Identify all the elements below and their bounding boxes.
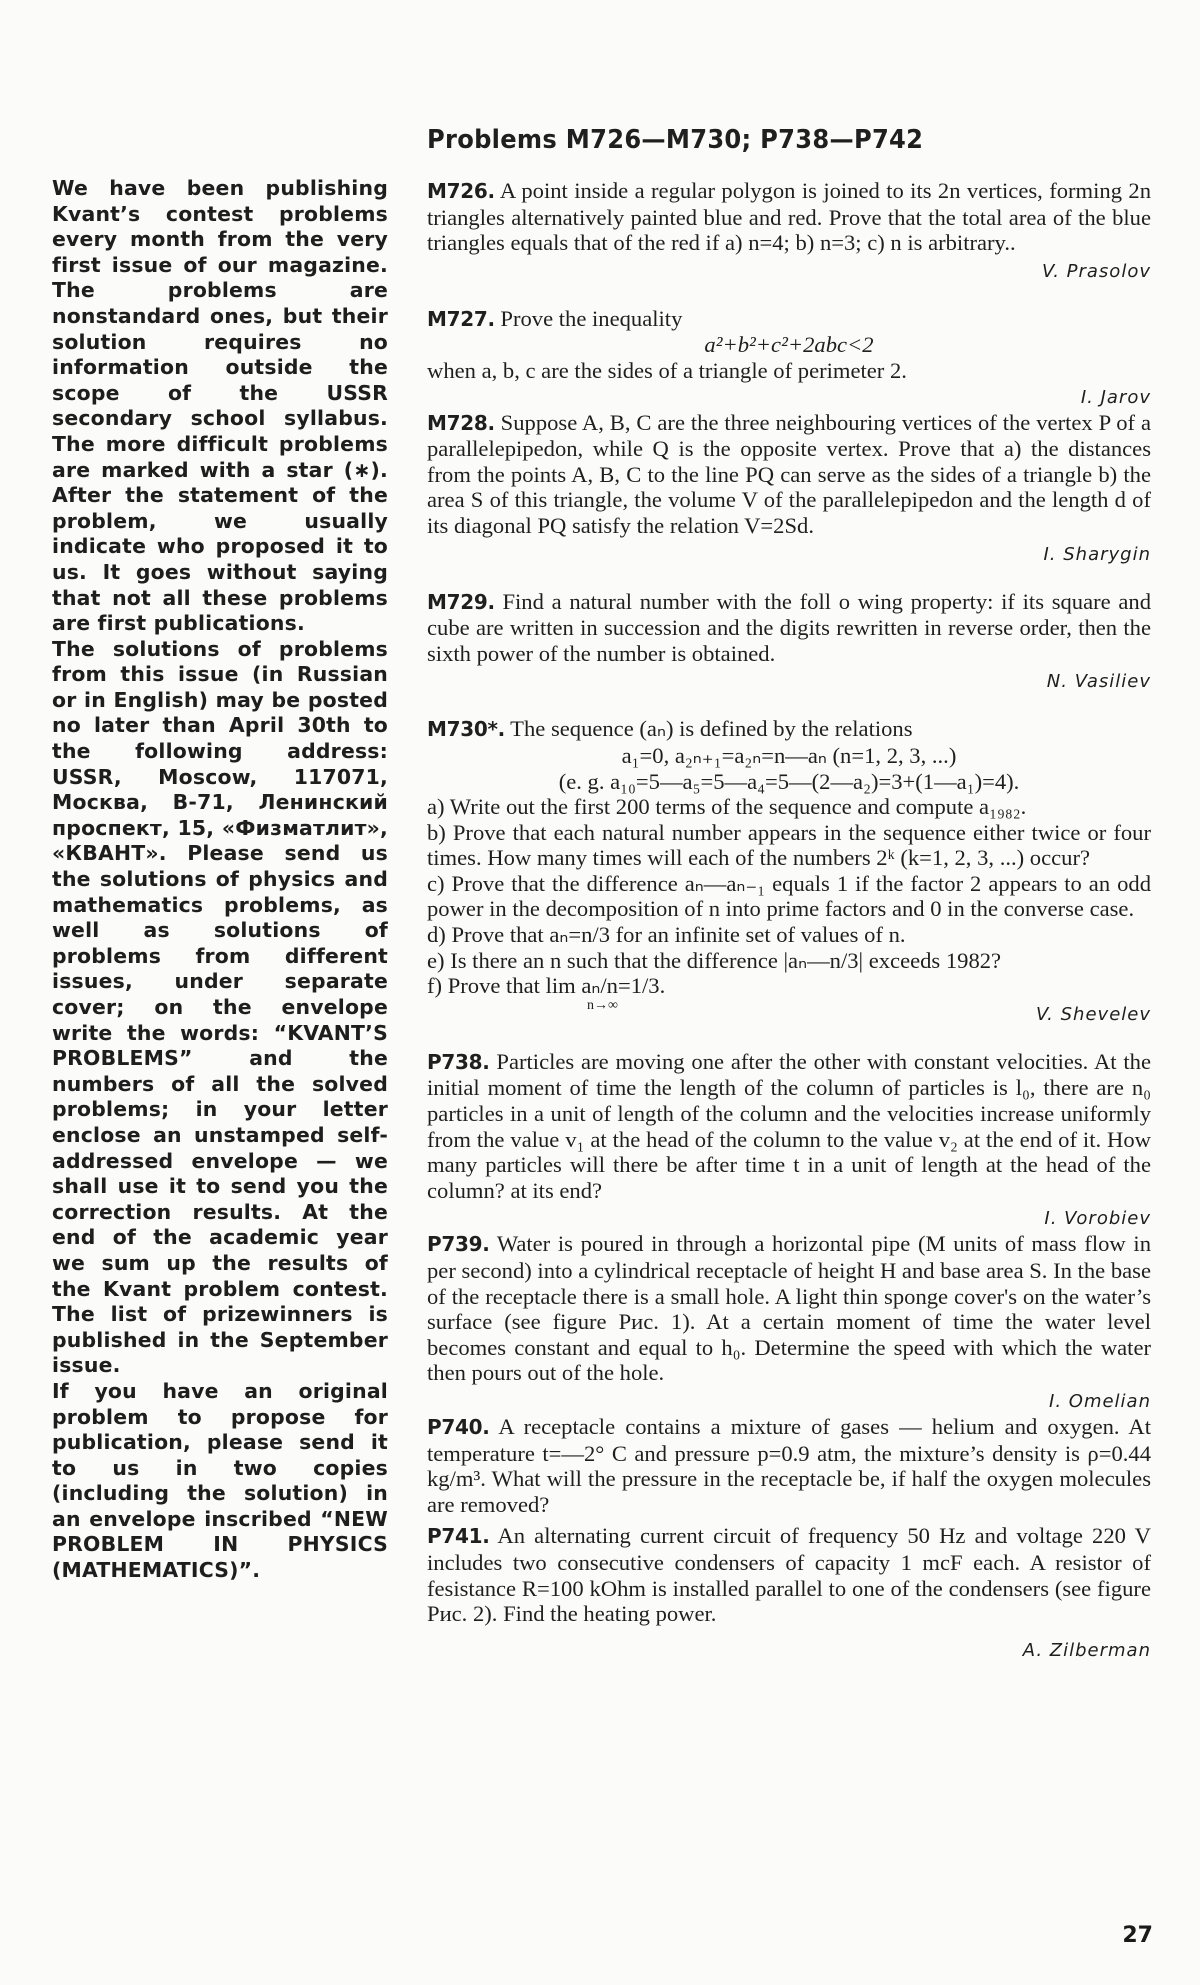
- problem-id: P741.: [427, 1524, 490, 1549]
- problem-author: V. Shevelev: [1035, 1003, 1151, 1025]
- problem-author: I. Sharygin: [1043, 543, 1151, 565]
- problem-body: [427, 589, 1151, 667]
- page-number: 27: [1122, 1923, 1153, 1948]
- intro-paragraph: We have been publishing Kvant’s contest problems every month from the very first issue of our magazine. The problems are nonstandard ones, but their solution requires no information outside the scope of the USSR secondary school syllabus. The more difficult problems are marked with a star (∗). After the statement of the problem, we usually indicate who proposed it to us. It goes without saying that not all these problems are first publications.: [52, 176, 388, 636]
- problem-text: Suppose A, B, C are the three neighbouring vertices of the vertex P of a parallelepipedon, while Q is the opposite vertex. Prove that a) the distances from the points A, B, C to the line PQ can serve as the sides of a triangle b) the area S of this triangle, the volume V of the parallelepipedon and the length d of its diagonal PQ satisfy the relation V=2Sd.: [427, 409, 1151, 538]
- problem-author: I. Omelian: [1049, 1390, 1151, 1412]
- problem-id: M729.: [427, 589, 495, 614]
- limit-subscript: n→∞: [587, 997, 618, 1013]
- page-title: Problems M726—M730; P738—P742: [427, 125, 924, 155]
- problem-body: [427, 410, 1151, 539]
- problem-text: A point inside a regular polygon is joined to its 2n vertices, forming 2n triangles alternatively painted blue and red. Prove that the total area of the blue triangles equals that of the red if a) n=4; b) n=3; c) n is arbitrary..: [427, 178, 1151, 256]
- problem-text: Particles are moving one after the other with constant velocities. At the initial moment of time the length of the column of particles is l₀, there are n₀ particles in a unit of length of the column and the velocities increase uniformly from the value v₁ at the head of the column to the value v₂ at the end of it. How many particles will there be after time t in a unit of length at the head of the column? at its end?: [427, 1048, 1152, 1203]
- problem-m730: [427, 716, 1151, 1027]
- problems-column: [427, 124, 1151, 1663]
- contest-info-column: [52, 176, 388, 1584]
- problem-author: N. Vasiliev: [1046, 671, 1151, 693]
- new-problem-paragraph: If you have an original problem to propose for publication, please send it to us in two copies (including the solution) in an envelope inscribed “NEW PROBLEM IN PHYSICS (MATHEMATICS)”.: [52, 1378, 388, 1583]
- problem-part-a: a) Write out the first 200 terms of the sequence and compute a₁₉₈₂.: [427, 794, 1027, 820]
- sequence-example-formula: (e. g. a₁₀=5—a₅=5—a₄=5—(2—a₂)=3+(1—a₁)=4).: [558, 768, 1020, 794]
- problem-body: [427, 1049, 1151, 1204]
- problem-text: Find a natural number with the foll o wing property: if its square and cube are written in succession and the digits rewritten in reverse order, then the sixth power of the number is obtained.: [427, 588, 1151, 666]
- problem-part-d: d) Prove that aₙ=n/3 for an infinite set of values of n.: [427, 922, 906, 948]
- problem-author: I. Jarov: [1080, 386, 1151, 408]
- problem-id: M730*.: [427, 717, 505, 742]
- problem-id: P738.: [427, 1049, 490, 1074]
- problem-body: [427, 178, 1151, 256]
- problem-p740: [427, 1414, 1151, 1517]
- problem-body: [427, 716, 1151, 743]
- problem-id: M728.: [427, 410, 495, 435]
- problem-id: P740.: [427, 1414, 490, 1439]
- problem-part-e: e) Is there an n such that the difference |aₙ—n/3| exceeds 1982?: [427, 947, 1002, 973]
- problem-body: [427, 1231, 1151, 1386]
- problem-part-b: b) Prove that each natural number appears in the sequence either twice or four times. How many times will each of the numbers 2ᵏ (k=1, 2, 3, ...) occur?: [427, 819, 1151, 871]
- problem-p738: [427, 1049, 1151, 1232]
- problem-p739: [427, 1231, 1151, 1414]
- problem-text: An alternating current circuit of frequency 50 Hz and voltage 220 V includes two consecutive condensers of capacity 1 mcF each. A resistor of fesistance R=100 kOhm is installed parallel to one of the condensers (see figure Рис. 2). Find the heating power.: [427, 1523, 1151, 1627]
- problem-body: [427, 1414, 1151, 1517]
- problem-text-after: when a, b, c are the sides of a triangle of perimeter 2.: [427, 357, 907, 383]
- submission-paragraph: The solutions of problems from this issue (in Russian or in English) may be posted no later than April 30th to the following address: USSR, Moscow, 117071, Москва, В-71, Ленинский проспект, 15, «Физматлит», «КВАНТ». Please send us the solutions of physics and mathematics problems, as well as solutions of problems from different issues, under separate cover; on the envelope write the words: “KVANT’S PROBLEMS” and the numbers of all the solved problems; in your letter enclose an unstamped self-addressed envelope — we shall use it to send you the correction results. At the end of the academic year we sum up the results of the Kvant problem contest. The list of prizewinners is published in the September issue.: [52, 636, 388, 1378]
- problem-author: I. Vorobiev: [1044, 1208, 1151, 1230]
- problem-body: [427, 306, 1151, 333]
- problem-text: A receptacle contains a mixture of gases — helium and oxygen. At temperature t=—2° C and pressure p=0.9 atm, the mixture’s density is ρ=0.44 kg/m³. What will the pressure in the receptacle be, if half the oxygen molecules are removed?: [427, 1413, 1152, 1517]
- problem-id: M727.: [427, 306, 495, 331]
- problem-m727: [427, 306, 1151, 410]
- problem-author: V. Prasolov: [1041, 260, 1151, 282]
- inequality-formula: a²+b²+c²+2abc<2: [704, 332, 874, 358]
- problem-body: [427, 1523, 1151, 1626]
- problem-part-f: f) Prove that lim aₙ/n=1/3.: [427, 973, 666, 999]
- problem-text: The sequence (aₙ) is defined by the relations: [510, 716, 913, 742]
- problem-text: Prove the inequality: [500, 305, 683, 331]
- problem-m726: [427, 178, 1151, 284]
- problem-id: P739.: [427, 1232, 490, 1257]
- problem-p741: [427, 1523, 1151, 1662]
- problem-author: A. Zilberman: [1022, 1639, 1151, 1661]
- problem-part-c: c) Prove that the difference aₙ—aₙ₋₁ equals 1 if the factor 2 appears to an odd power in the decomposition of n into prime factors and 0 in the converse case.: [427, 870, 1151, 922]
- problem-m728: [427, 410, 1151, 567]
- problem-text: Water is poured in through a horizontal pipe (M units of mass flow in per second) into a cylindrical receptacle of height H and base area S. In the base of the receptacle there is a small hole. A light thin sponge cover's on the water’s surface (see figure Рис. 1). At a certain moment of time the water level becomes constant and equal to h₀. Determine the speed with which the water then pours out of the hole.: [427, 1231, 1151, 1386]
- problem-m729: [427, 589, 1151, 695]
- problem-id: M726.: [427, 179, 495, 203]
- sequence-definition-formula: a₁=0, a₂ₙ₊₁=a₂ₙ=n—aₙ (n=1, 2, 3, ...): [621, 742, 957, 768]
